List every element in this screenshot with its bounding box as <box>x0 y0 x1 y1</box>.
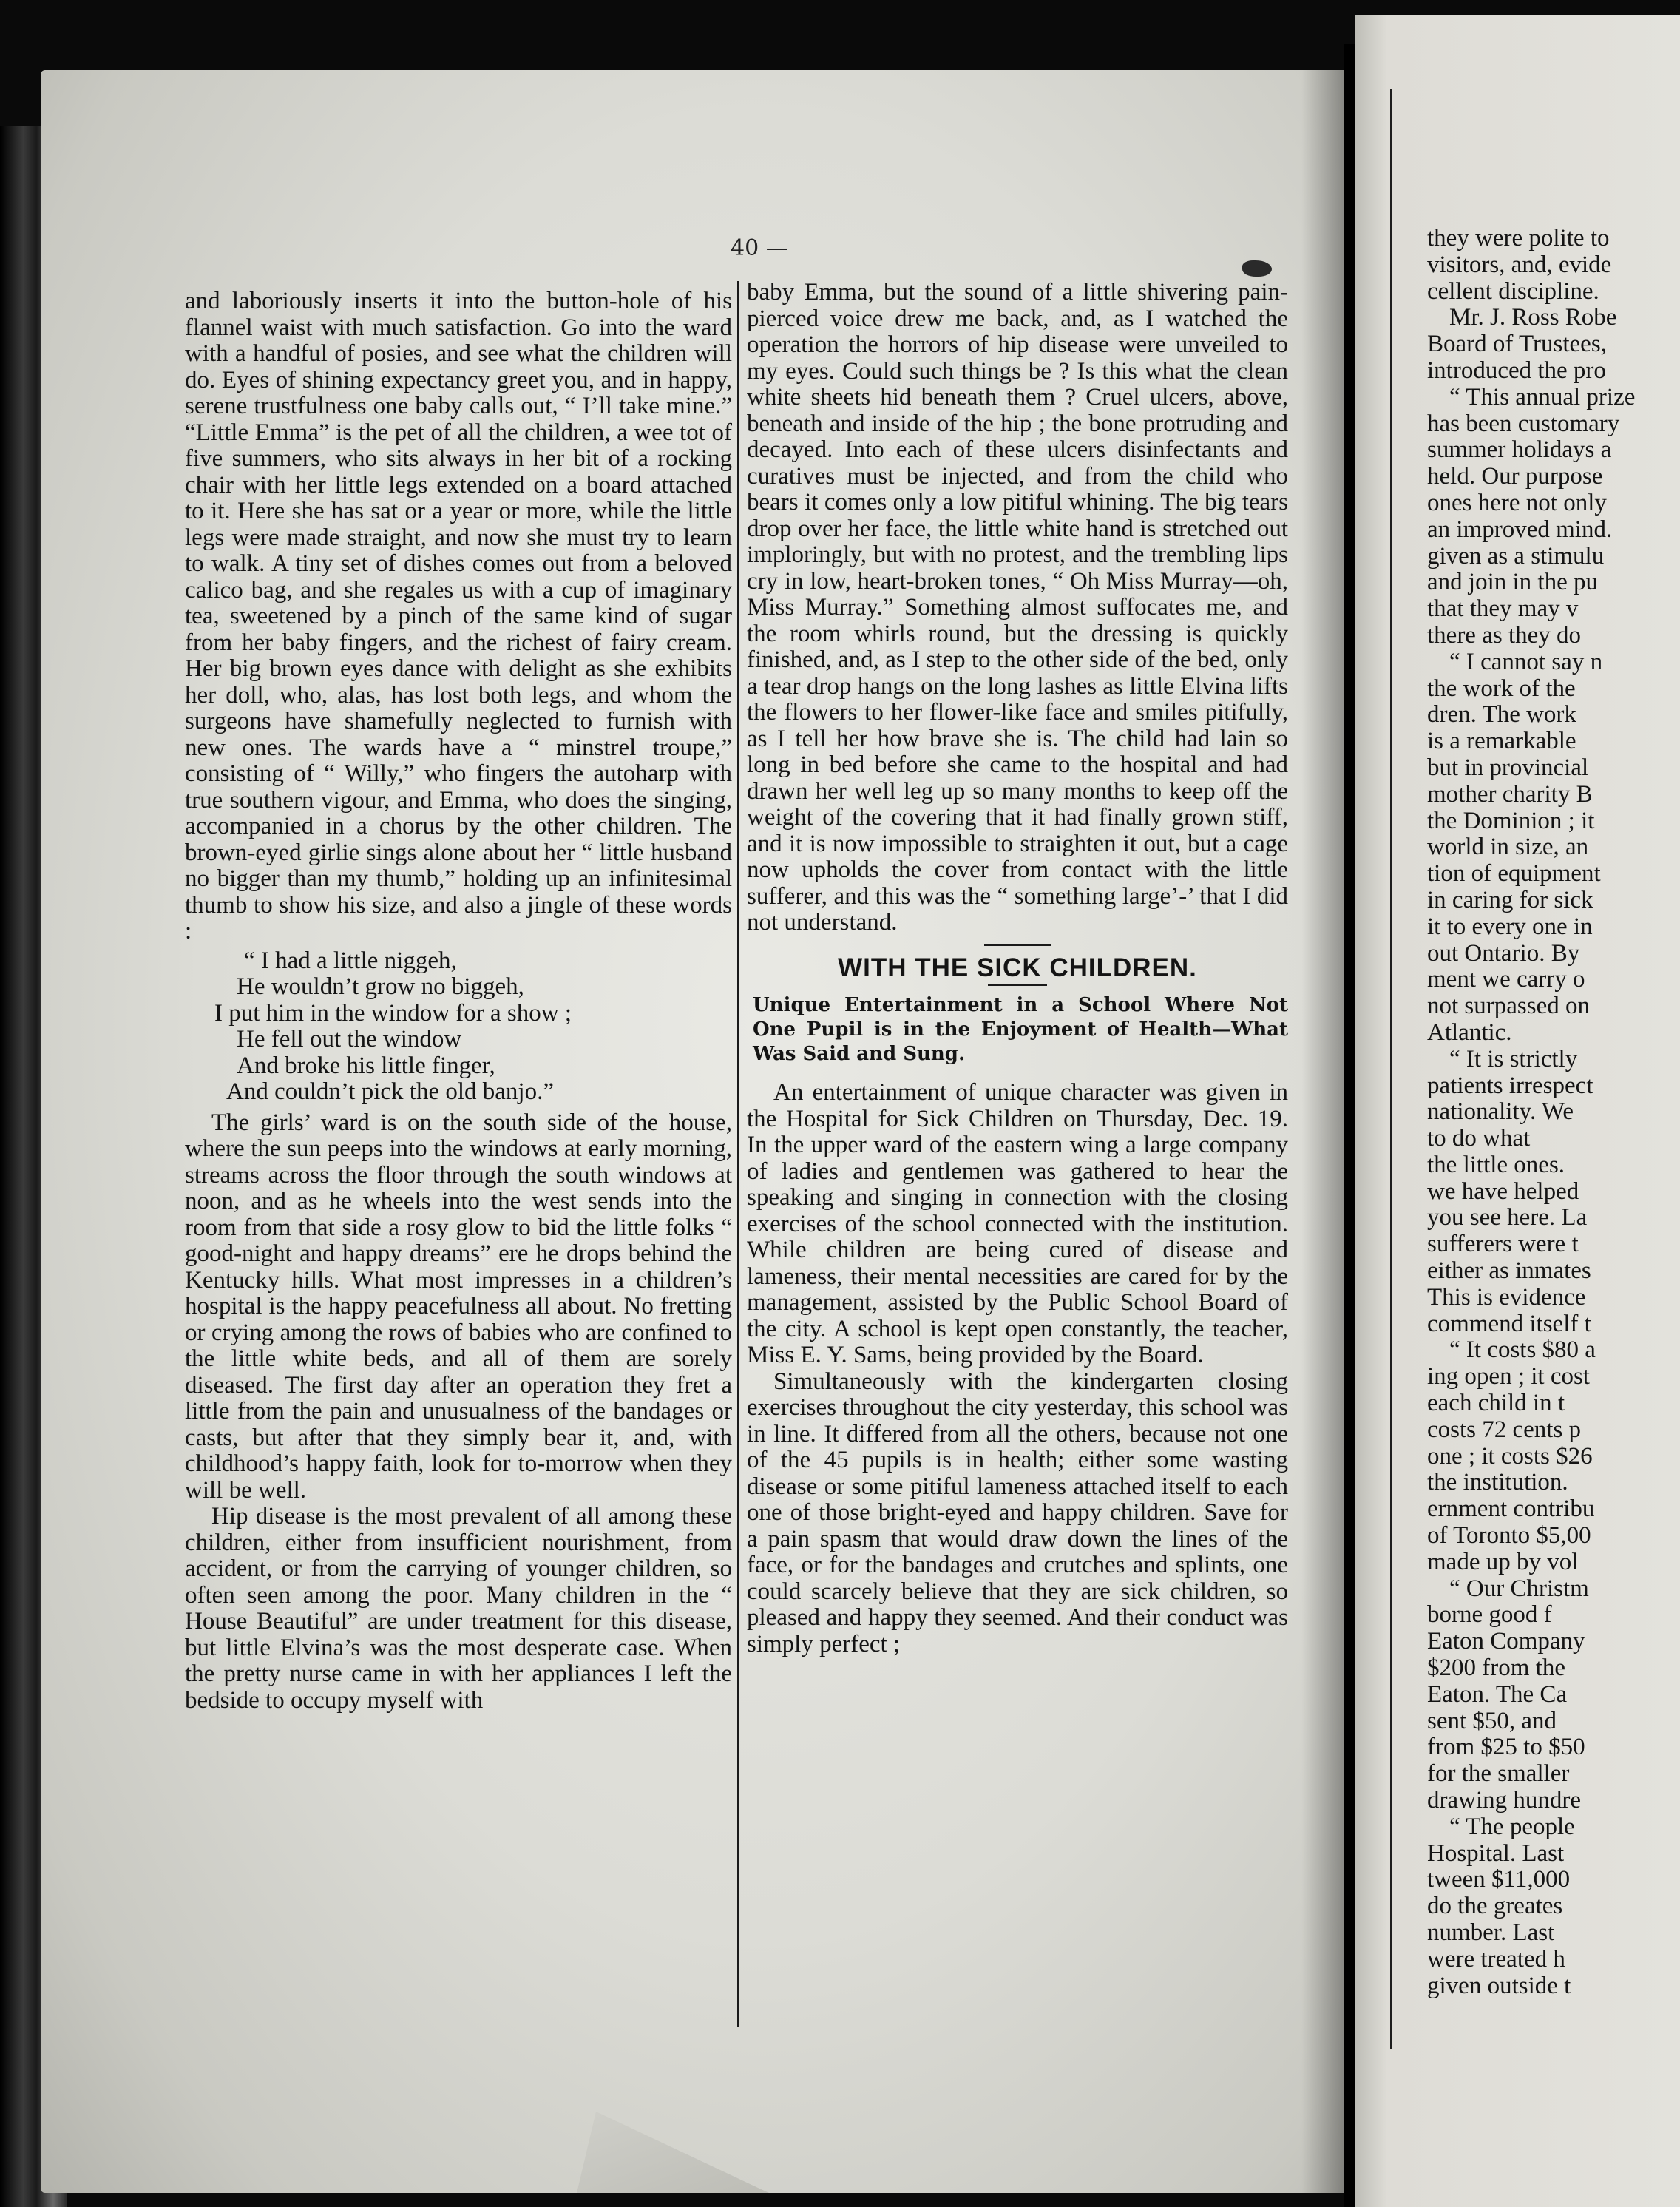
right-page-line: the little ones. <box>1427 1151 1565 1178</box>
verse-line: I put him in the window for a show ; <box>214 999 572 1027</box>
right-page-line: sent $50, and <box>1427 1707 1557 1734</box>
right-page-line: tion of equipment <box>1427 860 1601 888</box>
right-page-line: it to every one in <box>1427 913 1593 940</box>
right-page-line: we have helped <box>1427 1177 1579 1205</box>
right-page-line: tween $11,000 <box>1427 1866 1571 1893</box>
right-page-line: summer holidays a <box>1427 436 1612 464</box>
headline-rule <box>988 984 1047 986</box>
right-page-column <box>1427 226 1680 1999</box>
right-page-line: you see here. La <box>1427 1204 1588 1231</box>
right-page-line: Mr. J. Ross Robe <box>1449 304 1617 331</box>
right-page-line: ernment contribu <box>1427 1495 1595 1523</box>
article-column-1 <box>185 288 732 1714</box>
article-subheadline: Unique Entertainment in a School Where Not One Pupil is in the Enjoyment of Health—What Was Said and Sung. <box>753 994 1288 1065</box>
right-page-line: “ The people <box>1449 1813 1575 1840</box>
right-page-line: Board of Trustees, <box>1427 331 1607 358</box>
ink-blot <box>1242 260 1272 277</box>
right-page-line: nationality. We <box>1427 1098 1574 1126</box>
page-number: 40 — <box>731 235 788 261</box>
right-page-line: drawing hundre <box>1427 1787 1582 1814</box>
right-page-line: of Toronto $5,00 <box>1427 1522 1591 1549</box>
column-divider <box>737 281 739 2027</box>
right-page-line: that they may v <box>1427 595 1579 623</box>
right-page-line: borne good f <box>1427 1601 1552 1629</box>
right-page-line: has been customary <box>1427 410 1620 437</box>
right-page-line: given outside t <box>1427 1972 1571 1999</box>
right-page-column-rule <box>1390 89 1392 2049</box>
right-page-line: the work of the <box>1427 675 1576 702</box>
right-page-line: there as they do <box>1427 621 1582 649</box>
right-page-line: out Ontario. By <box>1427 939 1580 967</box>
right-page-line: the institution. <box>1427 1469 1568 1496</box>
verse-line: And broke his little finger, <box>237 1052 495 1079</box>
left-page-gutter-shadow <box>1301 70 1346 2193</box>
right-page-line: This is evidence <box>1427 1283 1586 1311</box>
right-page-line: dren. The work <box>1427 701 1576 729</box>
section-rule <box>984 944 1051 946</box>
right-page-line: ones here not only <box>1427 489 1607 516</box>
right-page-line: mother charity B <box>1427 780 1593 808</box>
right-page-line: given as a stimulu <box>1427 542 1605 570</box>
right-page-line: “ I cannot say n <box>1449 648 1603 675</box>
right-page-line: from $25 to $50 <box>1427 1734 1585 1761</box>
verse-line: He fell out the window <box>237 1026 462 1052</box>
right-page-line: each child in t <box>1427 1390 1565 1417</box>
right-page-line: and join in the pu <box>1427 569 1598 596</box>
column-2-paragraph-3: Simultaneously with the kindergarten closing exercises throughout the city yesterday, this school was in line. It differed from all the others, because not one of the 45 pupils is in health; either some wasting disease or some pitiful lameness attached itself to each one of those bright-eyed and happy children. Save for a pain spasm that would draw down the lines of the face, or for the bandages and crutches and splints, one could scarcely believe that they are sick children, so pleased and happy they seemed. And their conduct was simply perfect ; <box>747 1368 1288 1657</box>
verse-line: And couldn’t pick the old banjo.” <box>226 1078 554 1105</box>
right-page-line: visitors, and, evide <box>1427 251 1612 278</box>
right-page-line: ing open ; it cost <box>1427 1363 1590 1390</box>
column-2-paragraph-2: An entertainment of unique character was given in the Hospital for Sick Children on Thursday, Dec. 19. In the upper ward of the eastern wing a large company of ladies and gentlemen was gathered to hear the speaking and singing in connection with the closing exercises of the school connected with the institution. While children are being cured of disease and lameness, their mental necessities are cared for by the management, assisted by the Public School Board of the city. A school is kept open constantly, the teacher, Miss E. Y. Sams, being provided by the Board. <box>747 1079 1288 1368</box>
book-gutter <box>1344 44 1355 2207</box>
right-page-line: held. Our purpose <box>1427 463 1603 490</box>
right-page-line: commend itself t <box>1427 1310 1591 1337</box>
right-page-line: “ Our Christm <box>1449 1575 1589 1602</box>
right-page-line: made up by vol <box>1427 1548 1579 1575</box>
right-page-line: either as inmates <box>1427 1257 1591 1285</box>
right-page-line: “ It costs $80 a <box>1449 1336 1596 1364</box>
right-page-line: one ; it costs $26 <box>1427 1442 1593 1470</box>
right-page-line: is a remarkable <box>1427 728 1576 755</box>
right-page-line: ment we carry o <box>1427 966 1585 993</box>
verse-line: “ I had a little niggeh, <box>244 947 457 974</box>
right-page-line: but in provincial <box>1427 754 1589 781</box>
right-page-line: for the smaller <box>1427 1760 1570 1788</box>
article-column-2 <box>747 280 1288 1657</box>
right-page-line: Atlantic. <box>1427 1018 1512 1046</box>
right-page-line: sufferers were t <box>1427 1231 1579 1258</box>
right-page-line: patients irrespect <box>1427 1072 1593 1099</box>
right-page-line: $200 from the <box>1427 1655 1565 1682</box>
right-page-line: costs 72 cents p <box>1427 1416 1582 1443</box>
right-page-line: “ This annual prize <box>1449 383 1636 410</box>
right-page-line: not surpassed on <box>1427 993 1590 1020</box>
right-page-line: “ It is strictly <box>1449 1045 1578 1072</box>
right-page-line: Hospital. Last <box>1427 1839 1565 1867</box>
column-1-paragraph-2: The girls’ ward is on the south side of the house, where the sun peeps into the windows at early morning, streams across the floor through the south windows at noon, and as he wheels into the west sends into the room from that side a rosy glow to bid the little folks “ good-night and happy dreams” ere he drops behind the Kentucky hills. What most impresses in a children’s hospital is the happy peacefulness all about. No fretting or crying among the rows of babies who are confined to the little white beds, and all of them are sorely diseased. The first day after an operation they fret a little from the pain and unusualness of the bandages or casts, but after that they simply bear it, and, with childhood’s happy faith, look for to-morrow when they will be well. <box>185 1109 732 1504</box>
right-page-line: Eaton Company <box>1427 1628 1585 1655</box>
right-page-line: an improved mind. <box>1427 516 1613 543</box>
right-page-line: number. Last <box>1427 1919 1555 1946</box>
verse-line: He wouldn’t grow no biggeh, <box>237 973 524 1000</box>
song-verse <box>185 948 732 1106</box>
right-page-line: introduced the pro <box>1427 356 1606 384</box>
right-page-line: Eaton. The Ca <box>1427 1680 1568 1708</box>
right-page-line: do the greates <box>1427 1893 1563 1920</box>
right-page-line: the Dominion ; it <box>1427 807 1595 834</box>
right-page-line: world in size, an <box>1427 834 1589 861</box>
right-page-line: they were polite to <box>1427 226 1610 251</box>
right-page-line: cellent discipline. <box>1427 277 1599 305</box>
right-page-line: in caring for sick <box>1427 886 1593 913</box>
right-page-line: were treated h <box>1427 1945 1565 1973</box>
column-2-paragraph-1: baby Emma, but the sound of a little shivering pain-pierced voice drew me back, and, as I watched the operation the horrors of hip disease were unveiled to my eyes. Could such things be ? Is this what the clean white sheets hid beneath them ? Cruel ulcers, above, beneath and inside of the hip ; the bone protruding and decayed. Into each of these ulcers disinfectants and curatives must be injected, and from the child who bears it comes only a low pitiful whining. The big tears drop over her face, the little white hand is stretched out imploringly, but with no protest, and the trembling lips cry in low, heart-broken tones, “ Oh Miss Murray—oh, Miss Murray.” Something almost suffocates me, and the room whirls round, but the dressing is quickly finished, and, as I step to the other side of the bed, only a tear drop hangs on the long lashes as little Elvina lifts the flowers to her flower-like face and smiles pitifully, as I tell her how brave she is. The child had lain so long in bed before she came to the hospital and had drawn her well leg up so many months to keep off the weight of the covering that it had finally grown stiff, and it is now impossible to straighten it out, but a cage now upholds the cover from contact with the little sufferer, and this was the “ something large’-’ that I did not understand. <box>747 279 1288 936</box>
column-1-paragraph-1: and laboriously inserts it into the button-hole of his flannel waist with much satisfaction. Go into the ward with a handful of posies, and see what the children will do. Eyes of shining expectancy greet you, and in happy, serene trustfulness one baby calls out, “ I’ll take mine.” “Little Emma” is the pet of all the children, a wee tot of five summers, who sits always in her bit of a rocking chair with her little legs extended on a board attached to it. Here she has sat or a year or more, while the little legs were made straight, and now she must try to learn to walk. A tiny set of dishes comes out from a beloved calico bag, and she regales us with a cup of imaginary tea, sweetened by a pinch of the same kind of sugar from her baby fingers, and the richest of fairy cream. Her big brown eyes dance with delight as she exhibits her doll, who, alas, has lost both legs, and whom the surgeons have shamefully neglected to furnish with new ones. The wards have a “ minstrel troupe,” consisting of “ Willy,” who fingers the autoharp with true southern vigour, and Emma, who does the singing, accompanied in a chorus by the other children. The brown-eyed girlie sings alone about her “ little husband no bigger than my thumb,” holding up an infinitesimal thumb to show his size, and also a jingle of these words : <box>185 288 732 944</box>
article-headline: WITH THE SICK CHILDREN. <box>838 953 1197 982</box>
right-page-line: to do what <box>1427 1125 1531 1152</box>
column-1-paragraph-3: Hip disease is the most prevalent of all among these children, either from insufficient nourishment, from accident, or from the carrying of younger children, so often seen among the poor. Many children in the “ House Beautiful” are under treatment for this disease, but little Elvina’s was the most desperate case. When the pretty nurse came in with her appliances I left the bedside to occupy myself with <box>185 1503 732 1714</box>
